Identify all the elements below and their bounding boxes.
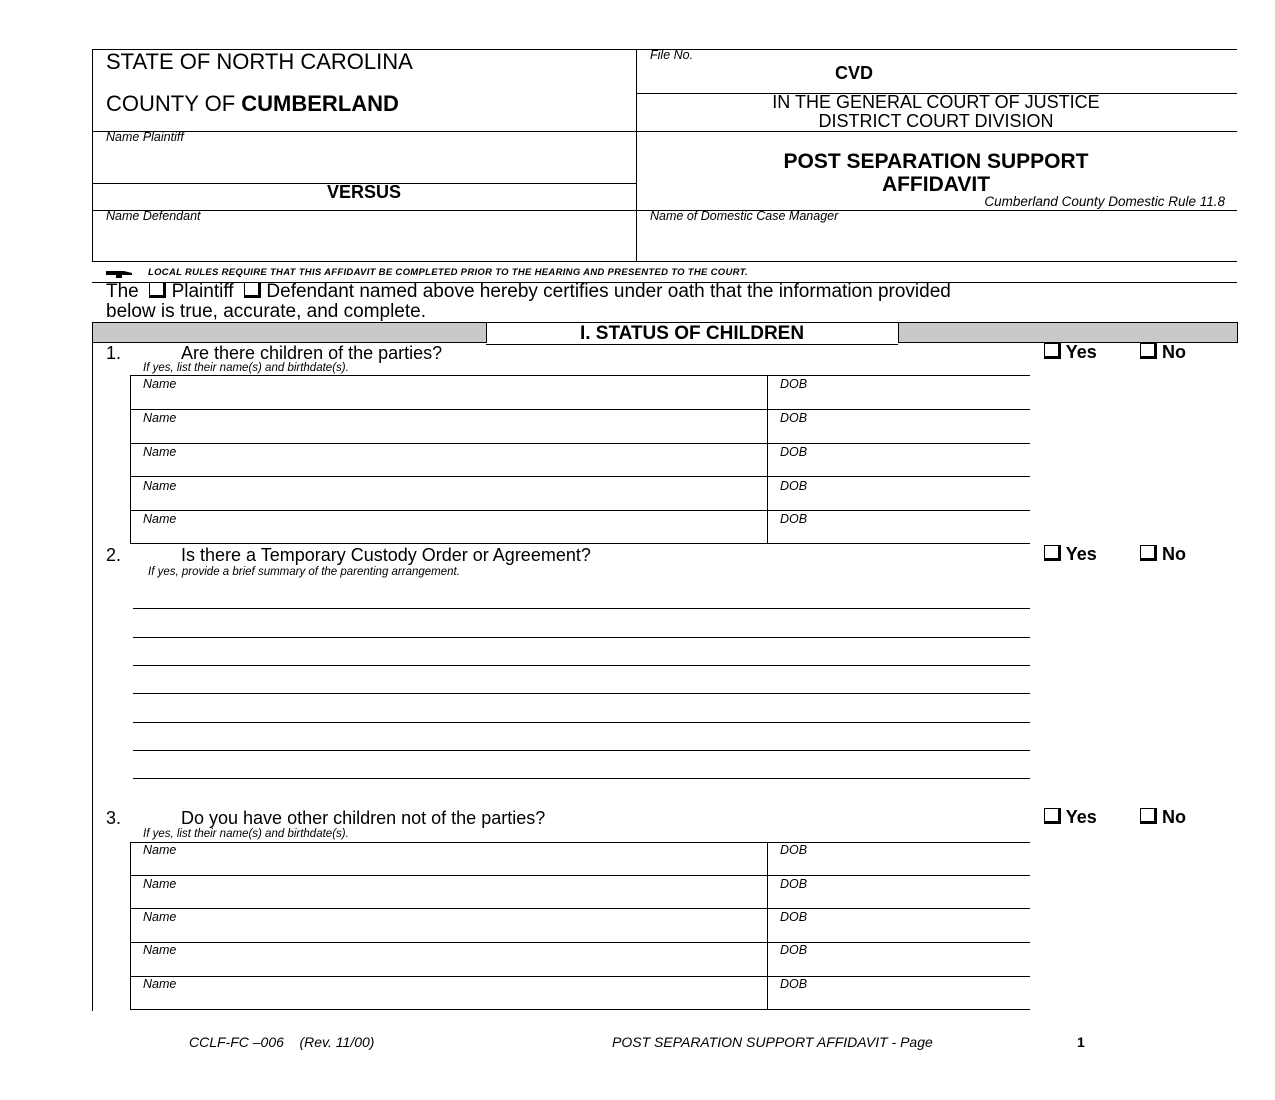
local-rules-notice: LOCAL RULES REQUIRE THAT THIS AFFIDAVIT BE COMPLETED PRIOR TO THE HEARING AND PRESENTED TO THE COURT. [148,267,748,278]
certify-the: The [106,281,139,302]
q2-no-checkbox[interactable] [1140,545,1157,561]
form-id: CCLF-FC –006 [189,1034,284,1050]
body-left-rule [92,341,93,1011]
table1-line [130,443,1030,444]
summary-line[interactable] [133,722,1030,723]
summary-line[interactable] [133,693,1030,694]
other-child-dob-field[interactable]: DOB [780,843,808,857]
footer-form-id [189,1034,374,1050]
court-line2: DISTRICT COURT DIVISION [818,111,1054,131]
q3-no[interactable] [1140,807,1186,828]
other-child-dob-field[interactable]: DOB [780,943,808,957]
q2-yes[interactable] [1044,544,1097,565]
form-title [636,150,1236,196]
versus-label: VERSUS [326,182,402,202]
county-prefix: COUNTY OF [106,91,242,116]
title-line2: AFFIDAVIT [881,173,991,196]
q3-text: Do you have other children not of the parties? [181,808,546,828]
file-no-value[interactable]: CVD [835,63,874,83]
q2-yes-label: Yes [1065,544,1097,564]
q2-text: Is there a Temporary Custody Order or Agreement? [181,545,591,565]
q3-yes-label: Yes [1065,807,1097,827]
section-title: I. STATUS OF CHILDREN [486,322,898,345]
table1-line [130,543,1030,544]
child-dob-field[interactable]: DOB [780,445,808,459]
children-table-2 [130,842,1030,1010]
q1-subtext: If yes, list their name(s) and birthdate(s). [143,362,349,374]
q2-number: 2. [106,545,122,565]
q1-yes[interactable] [1044,342,1097,363]
state-label: STATE OF NORTH CAROLINA [106,49,413,74]
summary-line[interactable] [133,637,1030,638]
q1-number: 1. [106,343,122,363]
table1-col-divider [767,375,768,543]
rule-reference: Cumberland County Domestic Rule 11.8 [984,194,1225,209]
other-child-name-field[interactable]: Name [143,843,177,857]
q1-text: Are there children of the parties? [181,343,443,363]
other-child-name-field[interactable]: Name [143,877,177,891]
table2-line [130,976,1030,977]
summary-line[interactable] [133,778,1030,779]
summary-line[interactable] [133,608,1030,609]
q3-no-checkbox[interactable] [1140,808,1157,824]
county-label [106,91,399,117]
q3-subtext: If yes, list their name(s) and birthdate(s). [143,828,349,840]
certify-defendant-text: Defendant named above hereby certifies under oath that the information provided [266,281,951,302]
parties-top-line [92,131,1237,132]
other-child-dob-field[interactable]: DOB [780,977,808,991]
child-name-field[interactable]: Name [143,512,177,526]
table1-line [130,510,1030,511]
table1-left-edge [130,375,131,543]
table2-col-divider [767,842,768,1010]
q2-subtext: If yes, provide a brief summary of the parenting arrangement. [148,566,460,578]
court-heading [636,93,1236,131]
q3-yes[interactable] [1044,807,1097,828]
child-name-field[interactable]: Name [143,445,177,459]
q3-no-label: No [1162,807,1187,827]
q3-number: 3. [106,808,122,828]
case-manager-label: Name of Domestic Case Manager [650,209,839,223]
defendant-label: Name Defendant [106,209,201,223]
other-child-name-field[interactable]: Name [143,910,177,924]
form-revision: (Rev. 11/00) [299,1034,375,1050]
child-dob-field[interactable]: DOB [780,512,808,526]
q2-no[interactable] [1140,544,1186,565]
other-child-name-field[interactable]: Name [143,977,177,991]
other-child-dob-field[interactable]: DOB [780,910,808,924]
file-no-label: File No. [650,48,694,62]
table2-line [130,842,1030,843]
q3-yes-checkbox[interactable] [1044,808,1061,824]
q1-yes-checkbox[interactable] [1044,343,1061,359]
court-line1: IN THE GENERAL COURT OF JUSTICE [772,92,1100,112]
plaintiff-label: Name Plaintiff [106,130,184,144]
children-table-1 [130,375,1030,543]
table1-line [130,476,1030,477]
defendant-checkbox[interactable] [244,282,261,298]
child-name-field[interactable]: Name [143,377,177,391]
title-line1: POST SEPARATION SUPPORT [783,150,1089,173]
summary-line[interactable] [133,750,1030,751]
other-child-dob-field[interactable]: DOB [780,877,808,891]
header-bottom-line [92,261,1237,262]
child-name-field[interactable]: Name [143,411,177,425]
q2-no-label: No [1162,544,1187,564]
q2-yes-checkbox[interactable] [1044,545,1061,561]
other-child-name-field[interactable]: Name [143,943,177,957]
certification-text [106,282,951,322]
child-name-field[interactable]: Name [143,479,177,493]
left-border [92,49,93,261]
q1-no[interactable] [1140,342,1186,363]
child-dob-field[interactable]: DOB [780,377,808,391]
table1-line [130,409,1030,410]
child-dob-field[interactable]: DOB [780,479,808,493]
q1-no-label: No [1162,342,1187,362]
table2-left-edge [130,842,131,1010]
footer-page-label: POST SEPARATION SUPPORT AFFIDAVIT - Page [612,1034,933,1050]
q1-yes-label: Yes [1065,342,1097,362]
section-bar-right [898,322,1238,343]
summary-line[interactable] [133,665,1030,666]
certify-line2: below is true, accurate, and complete. [106,301,427,322]
table2-line [130,875,1030,876]
table2-line [130,942,1030,943]
table2-line [130,1009,1030,1010]
child-dob-field[interactable]: DOB [780,411,808,425]
table1-line [130,375,1030,376]
table2-line [130,908,1030,909]
county-name: CUMBERLAND [241,91,399,116]
q1-no-checkbox[interactable] [1140,343,1157,359]
plaintiff-checkbox[interactable] [149,282,166,298]
certify-plaintiff: Plaintiff [171,281,234,302]
footer-page-number: 1 [1077,1034,1085,1050]
section-bar-left [92,322,487,343]
